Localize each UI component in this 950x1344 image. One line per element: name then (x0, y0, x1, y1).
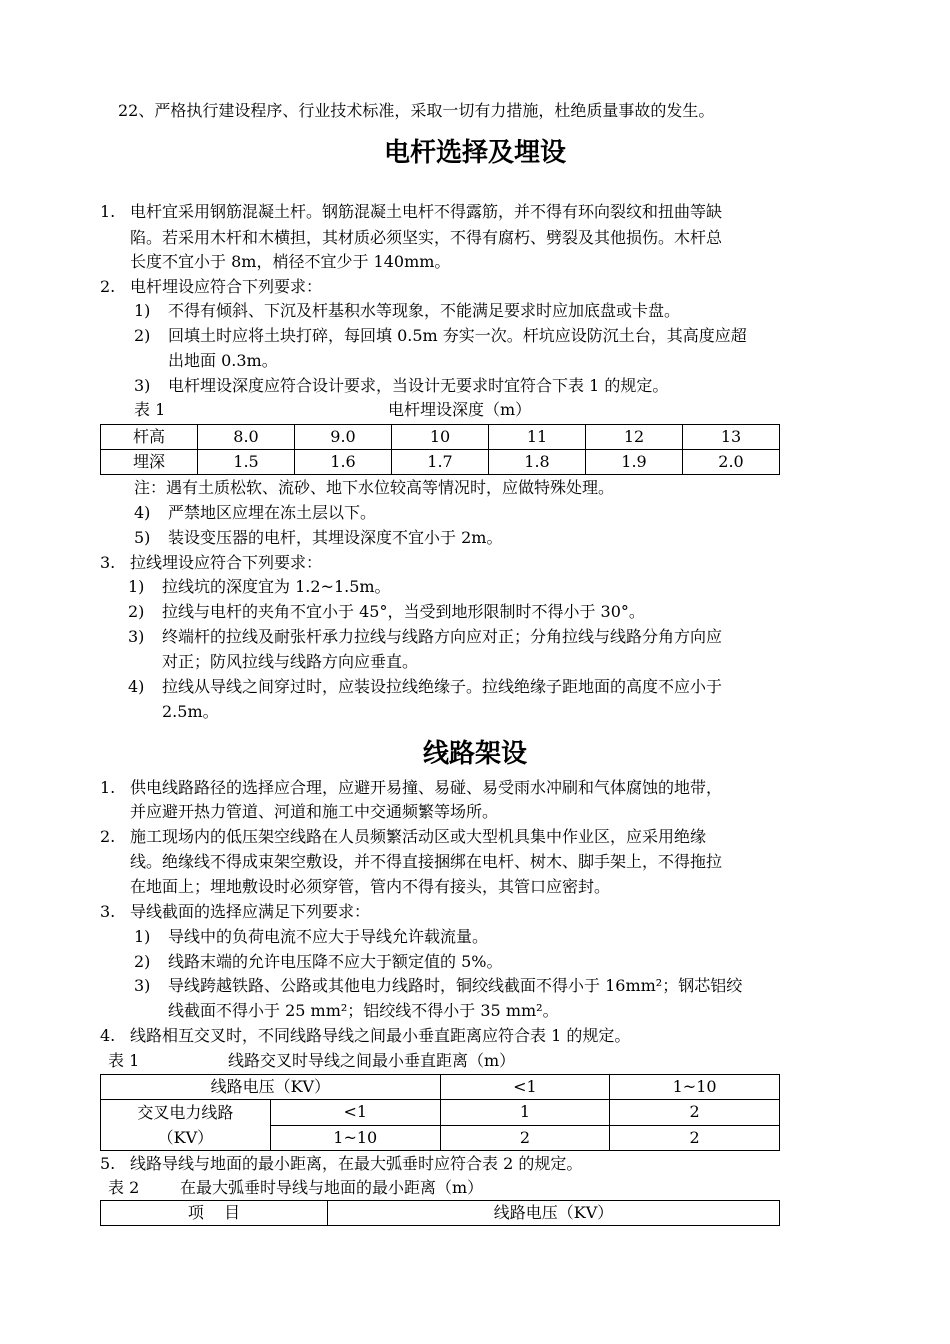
paragraph-line: 导线中的负荷电流不应大于导线允许载流量。 (168, 927, 489, 946)
sub-number: 2) (134, 952, 151, 971)
row-header-line: （KV） (157, 1128, 214, 1147)
table-cell: 1.6 (295, 450, 392, 475)
list-number: 5. (100, 1154, 116, 1173)
table-cell: 13 (683, 425, 780, 450)
paragraph-line: 电杆宜采用钢筋混凝土杆。钢筋混凝土电杆不得露筋，并不得有环向裂纹和扭曲等缺 (130, 202, 723, 221)
paragraph-line: 2.5m。 (162, 702, 219, 721)
paragraph-line: 不得有倾斜、下沉及杆基积水等现象，不能满足要求时应加底盘或卡盘。 (168, 301, 681, 320)
paragraph-line: 线路相互交叉时，不同线路导线之间最小垂直距离应符合表 1 的规定。 (130, 1026, 631, 1045)
sub-number: 1) (134, 927, 151, 946)
paragraph-line: 对正；防风拉线与线路方向应垂直。 (162, 652, 419, 671)
sub-number: 1) (134, 301, 151, 320)
table-cell: 埋深 (101, 450, 198, 475)
ground-distance-table (100, 1200, 780, 1226)
sub-number: 2) (128, 602, 145, 621)
table-cell: 11 (489, 425, 586, 450)
table-cell: 10 (392, 425, 489, 450)
paragraph-line: 拉线与电杆的夹角不宜小于 45°，当受到地形限制时不得小于 30°。 (162, 602, 645, 621)
table-label: 表 2 (108, 1178, 140, 1197)
row-header-line: 交叉电力线路 (137, 1103, 234, 1122)
list-number: 2. (100, 827, 116, 846)
table-caption: 线路交叉时导线之间最小垂直距离（m） (228, 1051, 516, 1070)
table-header-cell: 线路电压（KV） (328, 1201, 780, 1226)
table-cell: 12 (586, 425, 683, 450)
table-caption: 在最大弧垂时导线与地面的最小距离（m） (180, 1178, 484, 1197)
paragraph-line: 线路末端的允许电压降不应大于额定值的 5%。 (168, 952, 503, 971)
paragraph-line: 陷。若采用木杆和木横担，其材质必须坚实，不得有腐朽、劈裂及其他损伤。木杆总 (130, 228, 723, 247)
table-label: 表 1 (108, 1051, 140, 1070)
table-cell: 9.0 (295, 425, 392, 450)
table-cell: 1~10 (270, 1125, 440, 1151)
table-row (101, 450, 780, 475)
paragraph-line: 拉线坑的深度宜为 1.2~1.5m。 (162, 577, 391, 596)
table-caption: 电杆埋设深度（m） (388, 400, 532, 419)
note-line: 注：遇有土质松软、流砂、地下水位较高等情况时，应做特殊处理。 (134, 478, 615, 497)
table-label: 表 1 (134, 400, 166, 419)
paragraph-line: 长度不宜小于 8m，梢径不宜少于 140mm。 (130, 252, 451, 271)
table-header-cell: 线路电压（KV） (101, 1075, 441, 1100)
table-row (101, 1201, 780, 1226)
table-cell: 1.5 (198, 450, 295, 475)
table-cell: <1 (270, 1100, 440, 1126)
paragraph-line: 线。绝缘线不得成束架空敷设，并不得直接捆绑在电杆、树木、脚手架上，不得拖拉 (130, 852, 723, 871)
table-row-header (101, 1100, 271, 1151)
sub-number: 3) (128, 627, 145, 646)
paragraph-line: 在地面上；埋地敷设时必须穿管，管内不得有接头，其管口应密封。 (130, 877, 611, 896)
table-cell: 1.7 (392, 450, 489, 475)
table-header-cell: <1 (440, 1075, 610, 1100)
paragraph-line: 供电线路路径的选择应合理，应避开易撞、易碰、易受雨水冲刷和气体腐蚀的地带， (130, 778, 723, 797)
paragraph-line: 回填土时应将土块打碎，每回填 0.5m 夯实一次。杆坑应设防沉土台，其高度应超 (168, 326, 747, 345)
paragraph-line: 导线截面的选择应满足下列要求： (130, 902, 371, 921)
table-header-cell: 项 目 (101, 1201, 328, 1226)
paragraph-line: 出地面 0.3m。 (168, 351, 278, 370)
paragraph-line: 拉线埋设应符合下列要求： (130, 553, 323, 572)
paragraph-line: 严禁地区应埋在冻土层以下。 (168, 503, 377, 522)
paragraph-line: 并应避开热力管道、河道和施工中交通频繁等场所。 (130, 802, 499, 821)
paragraph-line: 装设变压器的电杆，其埋设深度不宜小于 2m。 (168, 528, 503, 547)
list-number: 4. (100, 1026, 116, 1045)
table-header-cell: 1~10 (610, 1075, 780, 1100)
paragraph-line: 电杆埋设深度应符合设计要求，当设计无要求时宜符合下表 1 的规定。 (168, 376, 669, 395)
table-cell: 1 (440, 1100, 610, 1126)
table-cell: 1.8 (489, 450, 586, 475)
list-number: 2. (100, 277, 116, 296)
sub-number: 4) (128, 677, 145, 696)
paragraph-line: 线截面不得小于 25 mm²；铝绞线不得小于 35 mm²。 (168, 1001, 559, 1020)
table-row (101, 1075, 780, 1100)
table-cell: 2 (610, 1125, 780, 1151)
sub-number: 4) (134, 503, 151, 522)
table-cell: 2.0 (683, 450, 780, 475)
list-number: 1. (100, 202, 116, 221)
sub-number: 2) (134, 326, 151, 345)
paragraph-line: 终端杆的拉线及耐张杆承力拉线与线路方向应对正；分角拉线与线路分角方向应 (162, 627, 723, 646)
paragraph-line: 施工现场内的低压架空线路在人员频繁活动区或大型机具集中作业区，应采用绝缘 (130, 827, 707, 846)
paragraph-line: 导线跨越铁路、公路或其他电力线路时，铜绞线截面不得小于 16mm²；钢芯铝绞 (168, 976, 743, 995)
section-title-pole: 电杆选择及埋设 (383, 138, 566, 168)
paragraph-line: 拉线从导线之间穿过时，应装设拉线绝缘子。拉线绝缘子距地面的高度不应小于 (162, 677, 723, 696)
sub-number: 3) (134, 976, 151, 995)
list-number: 1. (100, 778, 116, 797)
table-cell: 2 (610, 1100, 780, 1126)
sub-number: 1) (128, 577, 145, 596)
table-cell: 杆高 (101, 425, 198, 450)
section-title-line-erection: 线路架设 (422, 739, 527, 769)
table-cell: 8.0 (198, 425, 295, 450)
intro-line: 22、严格执行建设程序、行业技术标准，采取一切有力措施，杜绝质量事故的发生。 (118, 101, 715, 120)
table-row (101, 425, 780, 450)
paragraph-line: 电杆埋设应符合下列要求： (130, 277, 323, 296)
crossing-distance-table (100, 1074, 780, 1151)
list-number: 3. (100, 902, 116, 921)
list-number: 3. (100, 553, 116, 572)
burial-depth-table (100, 424, 780, 475)
table-cell: 1.9 (586, 450, 683, 475)
sub-number: 5) (134, 528, 151, 547)
paragraph-line: 线路导线与地面的最小距离，在最大弧垂时应符合表 2 的规定。 (130, 1154, 583, 1173)
table-row (101, 1100, 780, 1126)
sub-number: 3) (134, 376, 151, 395)
table-cell: 2 (440, 1125, 610, 1151)
